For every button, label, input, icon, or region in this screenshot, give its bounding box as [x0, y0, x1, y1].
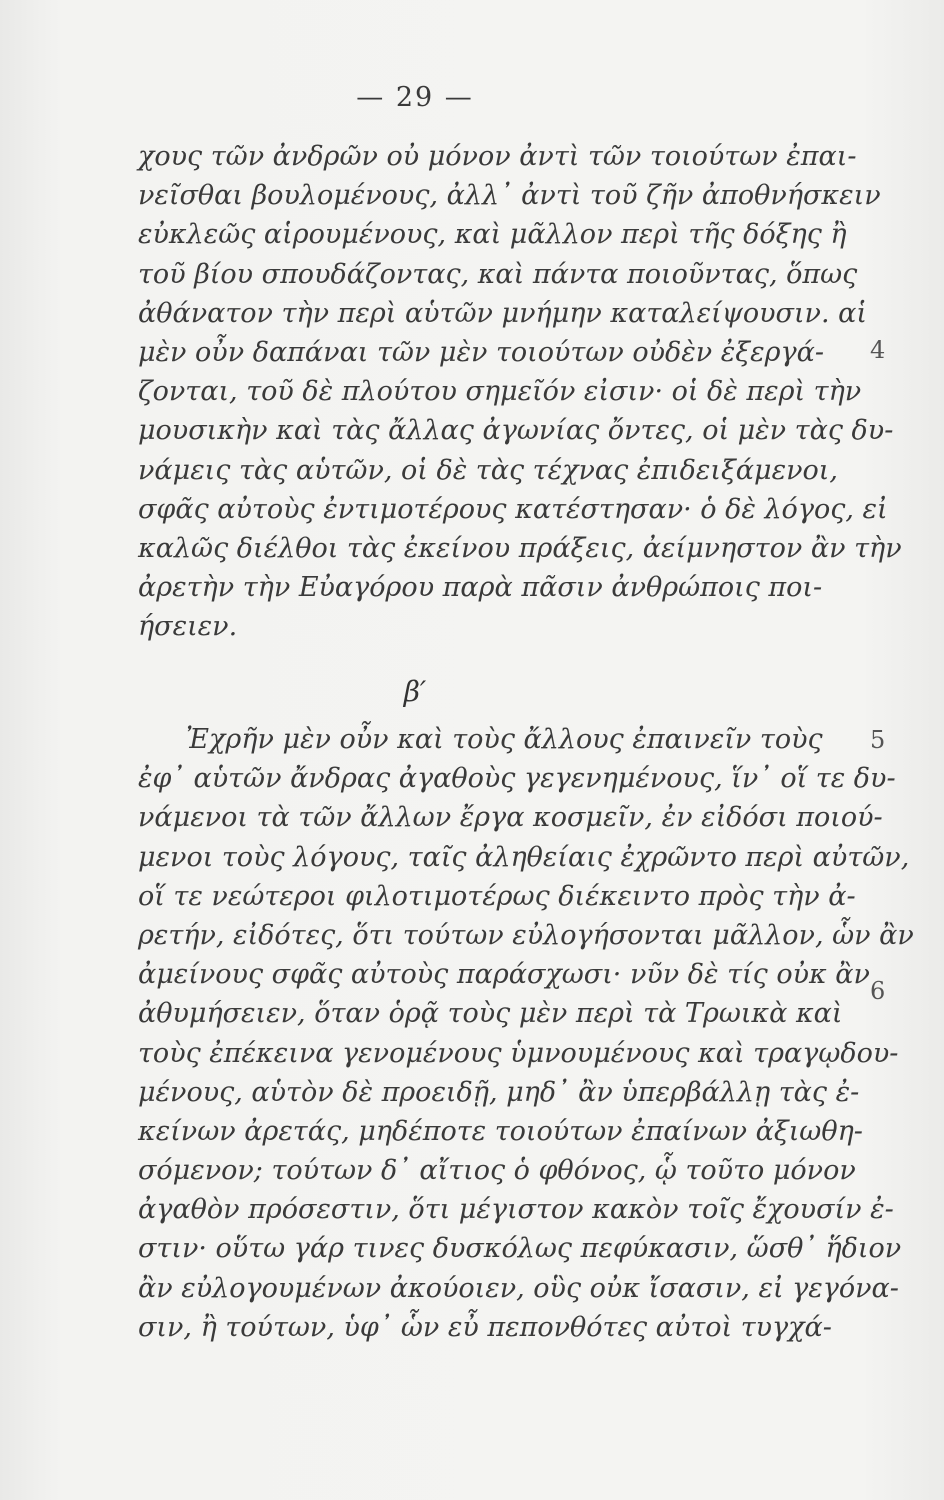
text-line: ἀθάνατον τὴν περὶ αὑτῶν μνήμην καταλείψουσιν. αἱ: [138, 297, 867, 329]
text-line: ἐφ᾽ αὑτῶν ἄνδρας ἀγαθοὺς γεγενημένους, ἵν᾽ οἵ τε δυ-: [138, 763, 896, 795]
margin-section-number-6: 6: [870, 977, 886, 1005]
text-line: σόμενον; τούτων δ᾽ αἴτιος ὁ φθόνος, ᾧ τοῦτο μόνον: [138, 1155, 856, 1187]
text-line: στιν· οὕτω γάρ τινες δυσκόλως πεφύκασιν, ὥσθ᾽ ἥδιον: [138, 1233, 902, 1265]
text-line: νάμεις τὰς αὑτῶν, οἱ δὲ τὰς τέχνας ἐπιδειξάμενοι,: [138, 454, 838, 486]
text-line: σφᾶς αὐτοὺς ἐντιμοτέρους κατέστησαν· ὁ δὲ λόγος, εἰ: [138, 493, 888, 525]
text-line: Ἐχρῆν μὲν οὖν καὶ τοὺς ἄλλους ἐπαινεῖν τοὺς: [186, 724, 823, 755]
text-line: ἀθυμήσειεν, ὅταν ὁρᾷ τοὺς μὲν περὶ τὰ Τρωικὰ καὶ: [138, 998, 843, 1030]
text-line: μὲν οὖν δαπάναι τῶν μὲν τοιούτων οὐδὲν ἐξεργά-: [138, 336, 824, 368]
text-line: νάμενοι τὰ τῶν ἄλλων ἔργα κοσμεῖν, ἐν εἰδόσι ποιού-: [138, 802, 883, 834]
text-line: τοῦ βίου σπουδάζοντας, καὶ πάντα ποιοῦντας, ὅπως: [138, 258, 858, 290]
text-line: οἵ τε νεώτεροι φιλοτιμοτέρως διέκειντο πρὸς τὴν ἀ-: [138, 880, 856, 912]
text-line: μουσικὴν καὶ τὰς ἄλλας ἀγωνίας ὄντες, οἱ μὲν τὰς δυ-: [138, 415, 894, 447]
text-line: καλῶς διέλθοι τὰς ἐκείνου πράξεις, ἀείμνηστον ἂν τὴν: [138, 532, 902, 564]
text-line: χους τῶν ἀνδρῶν οὐ μόνον ἀντὶ τῶν τοιούτων ἐπαι-: [138, 141, 857, 172]
margin-section-number-4: 4: [870, 336, 886, 364]
text-line: ἀμείνους σφᾶς αὐτοὺς παράσχωσι· νῦν δὲ τίς οὐκ ἂν: [138, 959, 870, 991]
text-line: ζονται, τοῦ δὲ πλούτου σημεῖόν εἰσιν· οἱ δὲ περὶ τὴν: [138, 376, 862, 408]
text-line: σιν, ἢ τούτων, ὑφ᾽ ὧν εὖ πεπονθότες αὐτοὶ τυγχά-: [138, 1311, 832, 1343]
text-line: ἀρετὴν τὴν Εὐαγόρου παρὰ πᾶσιν ἀνθρώποις ποι-: [138, 572, 823, 604]
margin-section-number-5: 5: [870, 726, 886, 754]
text-line: ἀγαθὸν πρόσεστιν, ὅτι μέγιστον κακὸν τοῖς ἔχουσίν ἐ-: [138, 1194, 894, 1226]
text-line: κείνων ἀρετάς, μηδέποτε τοιούτων ἐπαίνων ἀξιωθη-: [138, 1115, 863, 1147]
text-line: νεῖσθαι βουλομένους, ἀλλ᾽ ἀντὶ τοῦ ζῆν ἀποθνήσκειν: [138, 180, 881, 212]
paragraph-1: [138, 137, 902, 646]
text-line: μενοι τοὺς λόγους, ταῖς ἀληθείαις ἐχρῶντο περὶ αὐτῶν,: [138, 841, 910, 873]
text-line: τοὺς ἐπέκεινα γενομένους ὑμνουμένους καὶ τραγῳδου-: [138, 1037, 899, 1069]
section-heading: β′: [403, 675, 427, 708]
text-line: ἂν εὐλογουμένων ἀκούοιεν, οὓς οὐκ ἴσασιν, εἰ γεγόνα-: [138, 1272, 899, 1304]
text-line: ήσειεν.: [138, 611, 238, 643]
text-line: εὐκλεῶς αἱρουμένους, καὶ μᾶλλον περὶ τῆς δόξης ἢ: [138, 219, 847, 251]
text-line: ρετήν, εἰδότες, ὅτι τούτων εὐλογήσονται μᾶλλον, ὧν ἂν: [138, 919, 914, 951]
page-number: — 29 —: [356, 82, 474, 113]
text-line: μένους, αὑτὸν δὲ προειδῇ, μηδ᾽ ἂν ὑπερβάλλῃ τὰς ἐ-: [138, 1076, 860, 1108]
paragraph-2: [138, 720, 914, 1347]
